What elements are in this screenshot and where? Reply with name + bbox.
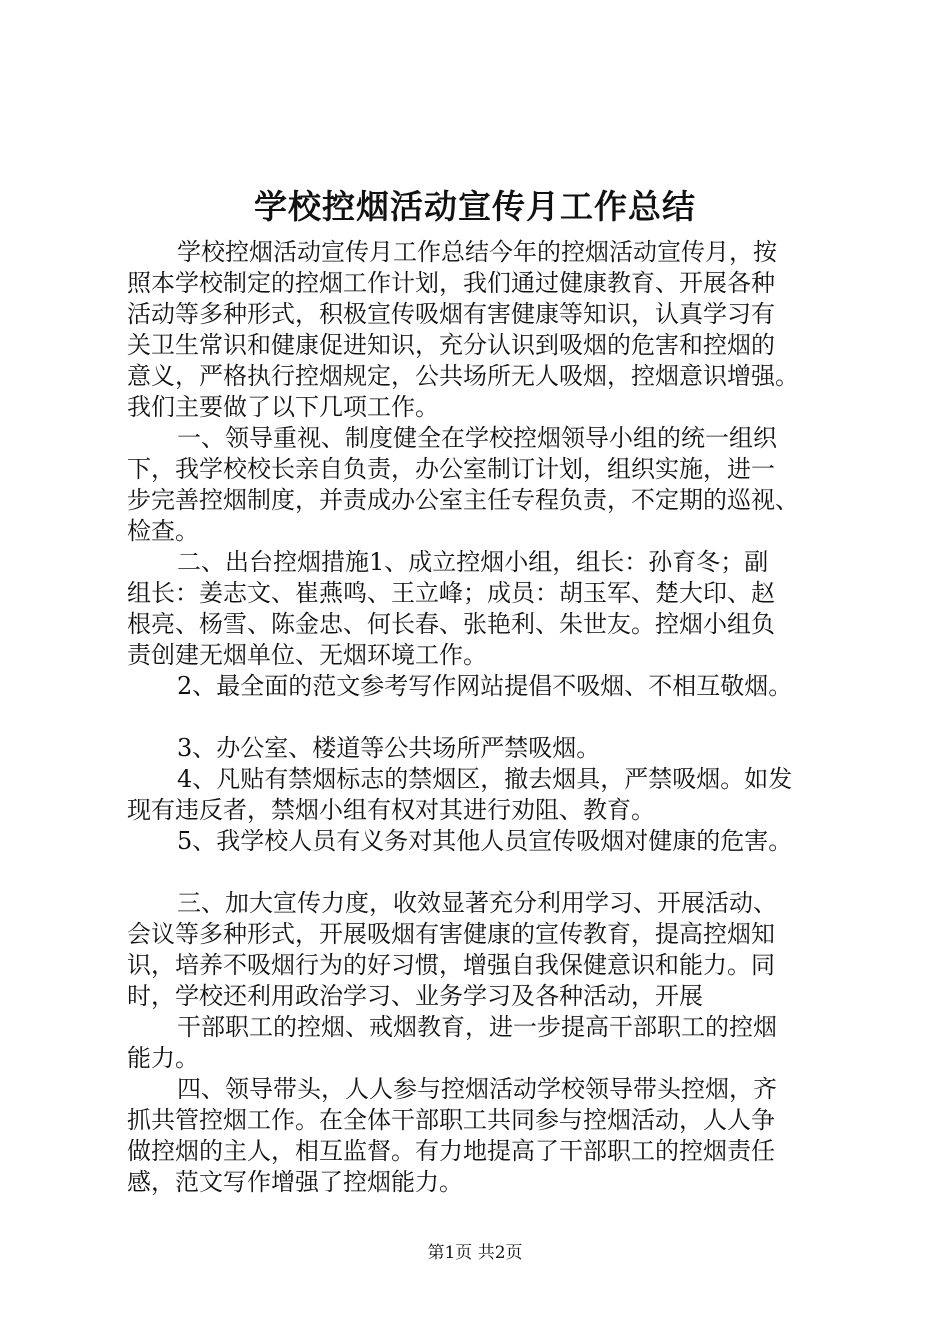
- text-line: 责创建无烟单位、无烟环境工作。: [127, 641, 487, 669]
- text-line: 活动等多种形式，积极宣传吸烟有害健康等知识，认真学习有: [127, 300, 775, 328]
- text-line: 3、办公室、楼道等公共场所严禁吸烟。: [177, 734, 601, 762]
- text-line: 感，范文写作增强了控烟能力。: [127, 1168, 463, 1196]
- text-line: 识，培养不吸烟行为的好习惯，增强自我保健意识和能力。同: [127, 951, 775, 979]
- text-line: 意义，严格执行控烟规定，公共场所无人吸烟，控烟意识增强。: [127, 362, 799, 390]
- text-line: 抓共管控烟工作。在全体干部职工共同参与控烟活动，人人争: [127, 1106, 775, 1134]
- text-line: 二、出台控烟措施1、成立控烟小组，组长：孙育冬；副: [177, 548, 769, 576]
- text-line: 步完善控烟制度，并责成办公室主任专程负责，不定期的巡视、: [127, 486, 799, 514]
- text-line: 下，我学校校长亲自负责，办公室制订计划，组织实施，进一: [127, 455, 775, 483]
- page-footer: 第1页 共2页: [427, 1243, 523, 1263]
- text-line: 检查。: [127, 517, 199, 545]
- text-line: 四、领导带头，人人参与控烟活动学校领导带头控烟，齐: [177, 1075, 777, 1103]
- text-line: 能力。: [127, 1044, 199, 1072]
- text-line: 干部职工的控烟、戒烟教育，进一步提高干部职工的控烟: [177, 1013, 777, 1041]
- document-title: 学校控烟活动宣传月工作总结: [254, 187, 696, 226]
- text-line: 现有违反者，禁烟小组有权对其进行劝阻、教育。: [127, 796, 655, 824]
- text-line: 三、加大宣传力度，收效显著充分利用学习、开展活动、: [177, 889, 777, 917]
- document-body: [127, 237, 832, 1198]
- text-line: 组长：姜志文、崔燕鸣、王立峰；成员：胡玉军、楚大印、赵: [127, 579, 775, 607]
- text-line: 学校控烟活动宣传月工作总结今年的控烟活动宣传月，按: [177, 238, 777, 266]
- text-line: 做控烟的主人，相互监督。有力地提高了干部职工的控烟责任: [127, 1137, 775, 1165]
- text-line: 4、凡贴有禁烟标志的禁烟区，撤去烟具，严禁吸烟。如发: [177, 765, 793, 793]
- text-line: 我们主要做了以下几项工作。: [127, 393, 439, 421]
- text-line: 会议等多种形式，开展吸烟有害健康的宣传教育，提高控烟知: [127, 920, 775, 948]
- text-line: 2、最全面的范文参考写作网站提倡不吸烟、不相互敬烟。: [177, 672, 793, 700]
- text-line: 照本学校制定的控烟工作计划，我们通过健康教育、开展各种: [127, 269, 775, 297]
- text-line: 时，学校还利用政治学习、业务学习及各种活动，开展: [127, 982, 703, 1010]
- text-line: 一、领导重视、制度健全在学校控烟领导小组的统一组织: [177, 424, 777, 452]
- text-line: 关卫生常识和健康促进知识，充分认识到吸烟的危害和控烟的: [127, 331, 775, 359]
- text-line: 5、我学校人员有义务对其他人员宣传吸烟对健康的危害。: [177, 827, 793, 855]
- text-line: 根亮、杨雪、陈金忠、何长春、张艳利、朱世友。控烟小组负: [127, 610, 775, 638]
